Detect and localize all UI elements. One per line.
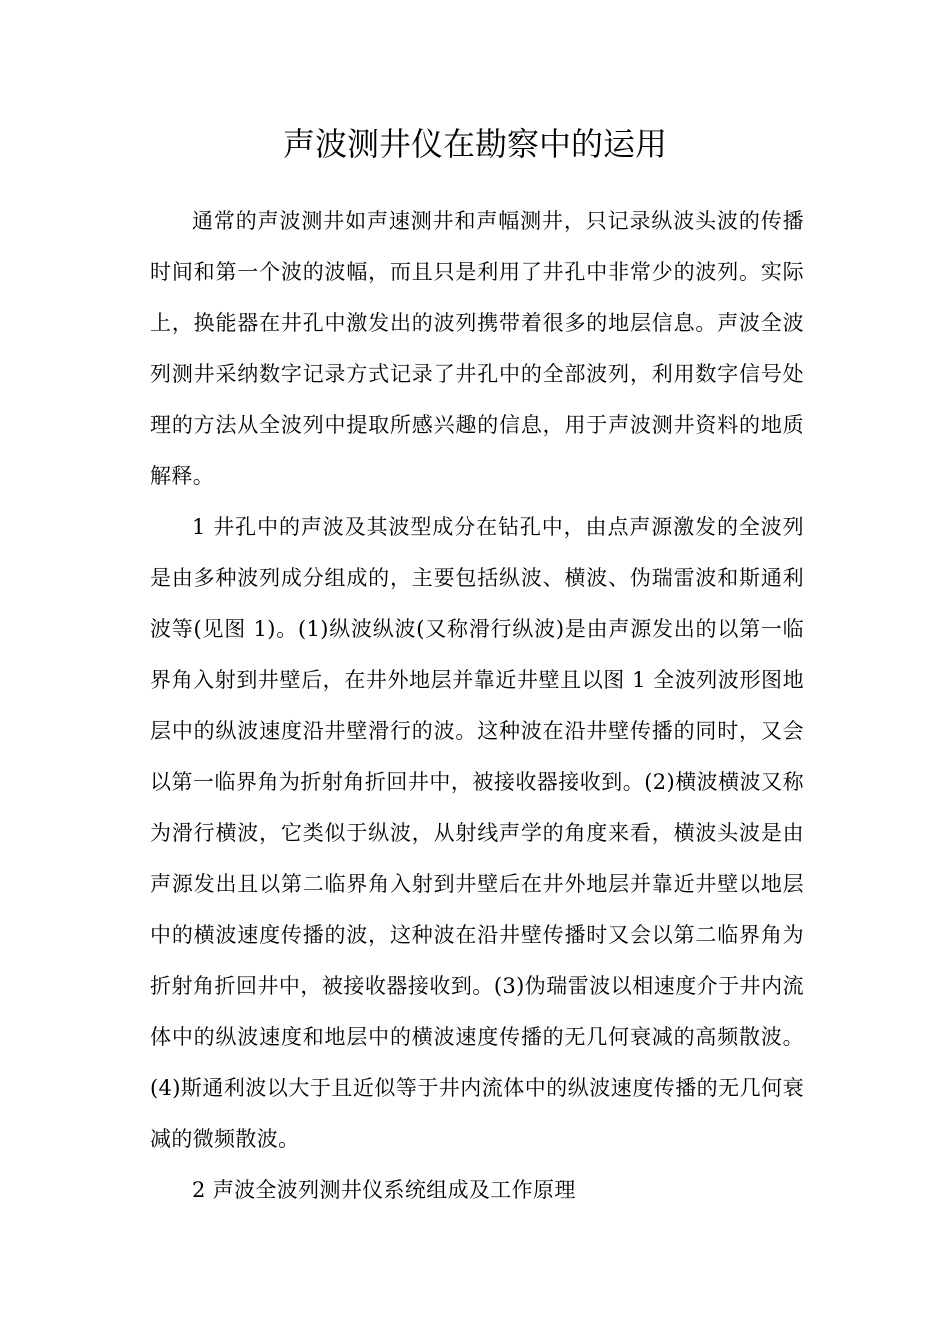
paragraph-section-1: 1 井孔中的声波及其波型成分在钻孔中，由点声源激发的全波列是由多种波列成分组成的，主要包括纵波、横波、伪瑞雷波和斯通利波等(见图 1)。(1)纵波纵波(又称滑行纵波)是由声源发出的以第一临界角入射到井壁后，在井外地层并靠近井壁且以图 1 全波列波形图地层中的纵波速度沿井壁滑行的波。这种波在沿井壁传播的同时，又会以第一临界角为折射角折回井中，被接收器接收到。(2)横波横波又称为滑行横波，它类似于纵波，从射线声学的角度来看，横波头波是由声源发出且以第二临界角入射到井壁后在井外地层并靠近井壁以地层中的横波速度传播的波，这种波在沿井壁传播时又会以第二临界角为折射角折回井中，被接收器接收到。(3)伪瑞雷波以相速度介于井内流体中的纵波速度和地层中的横波速度传播的无几何衰减的高频散波。(4)斯通利波以大于且近似等于井内流体中的纵波速度传播的无几何衰减的微频散波。: [150, 515, 804, 1151]
section-heading-2: 2 声波全波列测井仪系统组成及工作原理: [192, 1178, 576, 1202]
document-title: 声波测井仪在勘察中的运用: [282, 125, 667, 163]
paragraph-intro: 通常的声波测井如声速测井和声幅测井，只记录纵波头波的传播时间和第一个波的波幅，而且只是利用了井孔中非常少的波列。实际上，换能器在井孔中激发出的波列携带着很多的地层信息。声波全波列测井采纳数字记录方式记录了井孔中的全部波列，利用数字信号处理的方法从全波列中提取所感兴趣的信息，用于声波测井资料的地质解释。: [150, 209, 804, 488]
document-body: [150, 196, 804, 1216]
